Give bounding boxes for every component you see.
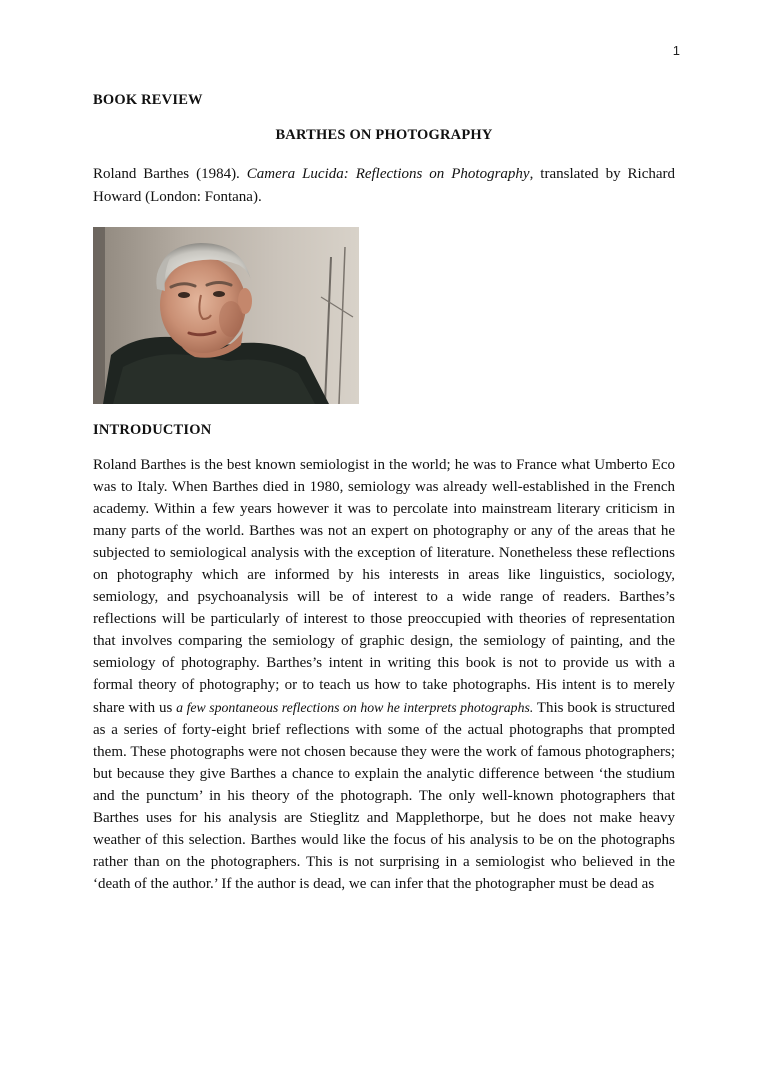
section-label: BOOK REVIEW xyxy=(93,92,203,108)
citation-book-title: Camera Lucida: Reflections on Photography xyxy=(246,166,530,182)
citation-rest: , translated by Richard Howard (London: Fontana). xyxy=(93,166,676,205)
book-citation xyxy=(93,163,675,209)
portrait-photo-icon xyxy=(93,227,359,404)
page-number: 1 xyxy=(672,43,680,58)
paragraph-text-2: This book is structured as a series of forty-eight brief reflections with some of the actual photographs that prompted them. These photographs were not chosen because they were the work of famous photographers; but because they give Barthes a chance to explain the analytic difference between ‘the studium and the punctum’ in his theory of the photograph. The only well-known photographers that Barthes uses for his analysis are Stieglitz and Mapplethorpe, but he does not make heavy weather of this selection. Barthes would like the focus of his analysis to be on the photographs rather than on the photographers. This is not surprising in a semiologist who believed in the ‘death of the author.’ If the author is dead, we can infer that the photographer must be dead as xyxy=(93,699,675,893)
page-title: BARTHES ON PHOTOGRAPHY xyxy=(275,127,493,143)
portrait-photo xyxy=(93,227,359,404)
paragraph-italic-quote: a few spontaneous reflections on how he interprets photographs. xyxy=(176,699,534,715)
section-heading-introduction: INTRODUCTION xyxy=(93,422,212,438)
citation-author-year: Roland Barthes (1984). xyxy=(93,166,247,182)
paragraph-text-1: Roland Barthes is the best known semiologist in the world; he was to France what Umberto Eco was to Italy. When Barthes died in 1980, semiology was already well-established in the French academy. Within a few years however it was to percolate into mainstream literary criticism in many parts of the world. Barthes was not an expert on photography or any of the areas that he subjected to semiological analysis with the exception of literature. Nonetheless these reflections on photography which are informed by his interests in areas like linguistics, sociology, semiology, and psychoanalysis will be of interest to a wide range of readers. Barthes’s reflections will be particularly of interest to those preoccupied with theories of representation that involves comparing the semiology of graphic design, the semiology of painting, and the semiology of photography. Barthes’s intent in writing this book is not to provide us with a formal theory of photography; or to teach us how to take photographs. His intent is to merely share with us xyxy=(93,456,675,716)
document-body xyxy=(93,92,675,895)
introduction-paragraph xyxy=(93,454,675,896)
